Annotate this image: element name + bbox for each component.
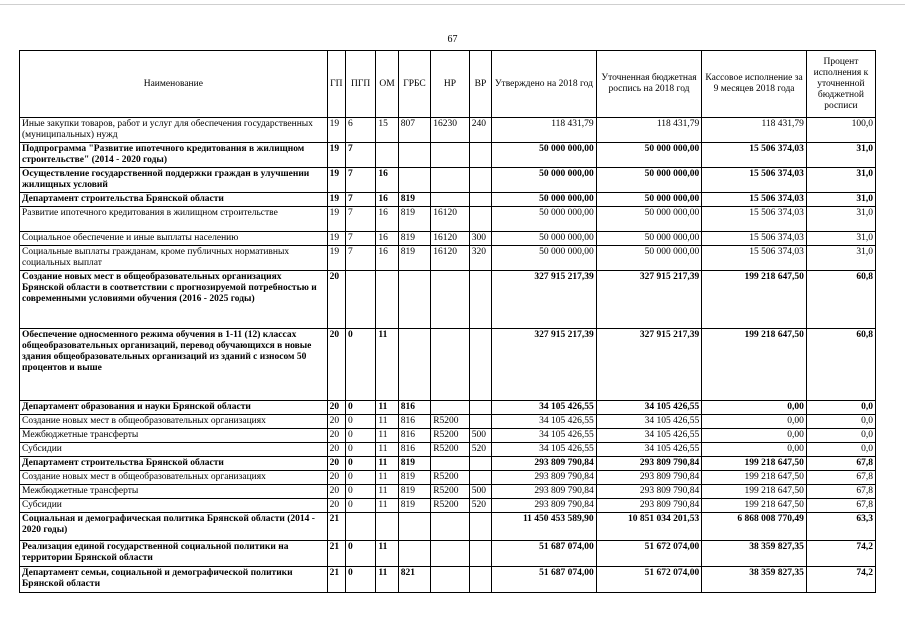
cell-gp: 21	[327, 567, 345, 593]
cell-cash: 38 359 827,35	[702, 567, 807, 593]
cell-cash: 0,00	[702, 415, 807, 429]
cell-cash: 118 431,79	[702, 118, 807, 143]
cell-grbs: 816	[398, 429, 430, 443]
cell-pgp: 0	[345, 567, 375, 593]
cell-grbs	[398, 271, 430, 329]
cell-grbs	[398, 513, 430, 541]
cell-vr: 240	[469, 118, 491, 143]
cell-grbs	[398, 143, 430, 168]
cell-om: 16	[376, 232, 398, 246]
cell-np: R5200	[431, 499, 470, 513]
cell-om: 15	[376, 118, 398, 143]
cell-vr	[469, 513, 491, 541]
cell-vr: 520	[469, 499, 491, 513]
cell-grbs: 819	[398, 207, 430, 232]
cell-name: Реализация единой государственной социальной политики на территории Брянской области	[20, 541, 328, 567]
cell-vr	[469, 193, 491, 207]
cell-name: Создание новых мест в общеобразовательных организациях	[20, 415, 328, 429]
cell-percent: 67,8	[806, 457, 875, 471]
cell-pgp: 0	[345, 429, 375, 443]
cell-approved: 34 105 426,55	[492, 429, 597, 443]
table-row	[20, 143, 876, 168]
col-header-vr: ВР	[469, 51, 491, 118]
cell-vr	[469, 401, 491, 415]
cell-gp: 20	[327, 271, 345, 329]
cell-gp: 20	[327, 415, 345, 429]
table-body	[20, 118, 876, 593]
cell-approved: 293 809 790,84	[492, 485, 597, 499]
cell-approved: 327 915 217,39	[492, 329, 597, 401]
table-row	[20, 499, 876, 513]
cell-percent: 31,0	[806, 246, 875, 271]
cell-pgp: 7	[345, 207, 375, 232]
cell-revised: 51 672 074,00	[596, 541, 702, 567]
table-row	[20, 429, 876, 443]
header-row	[20, 51, 876, 118]
cell-approved: 51 687 074,00	[492, 567, 597, 593]
cell-pgp: 0	[345, 485, 375, 499]
cell-percent: 60,8	[806, 271, 875, 329]
cell-name: Создание новых мест в общеобразовательных организациях	[20, 471, 328, 485]
cell-vr: 500	[469, 429, 491, 443]
table-row	[20, 401, 876, 415]
cell-cash: 199 218 647,50	[702, 329, 807, 401]
cell-om: 11	[376, 443, 398, 457]
cell-pgp: 0	[345, 415, 375, 429]
cell-pgp: 0	[345, 443, 375, 457]
cell-percent: 74,2	[806, 541, 875, 567]
cell-grbs: 816	[398, 415, 430, 429]
cell-name: Департамент строительства Брянской области	[20, 457, 328, 471]
table-row	[20, 567, 876, 593]
cell-revised: 50 000 000,00	[596, 207, 702, 232]
cell-pgp: 0	[345, 499, 375, 513]
cell-cash: 15 506 374,03	[702, 168, 807, 193]
cell-approved: 50 000 000,00	[492, 207, 597, 232]
cell-np: 16120	[431, 232, 470, 246]
cell-pgp: 0	[345, 457, 375, 471]
cell-np	[431, 329, 470, 401]
col-header-percent: Процент исполнения к уточненной бюджетной росписи	[806, 51, 875, 118]
cell-np: R5200	[431, 415, 470, 429]
cell-np: R5200	[431, 471, 470, 485]
table-row	[20, 329, 876, 401]
cell-approved: 327 915 217,39	[492, 271, 597, 329]
cell-percent: 0,0	[806, 443, 875, 457]
table-header	[20, 51, 876, 118]
cell-revised: 34 105 426,55	[596, 429, 702, 443]
cell-grbs: 819	[398, 193, 430, 207]
budget-table	[19, 50, 876, 593]
cell-cash: 199 218 647,50	[702, 499, 807, 513]
cell-np	[431, 541, 470, 567]
table-row	[20, 207, 876, 232]
cell-om: 16	[376, 193, 398, 207]
cell-gp: 20	[327, 485, 345, 499]
cell-cash: 199 218 647,50	[702, 271, 807, 329]
table-row	[20, 541, 876, 567]
cell-name: Департамент образования и науки Брянской области	[20, 401, 328, 415]
cell-vr	[469, 415, 491, 429]
cell-cash: 6 868 008 770,49	[702, 513, 807, 541]
cell-cash: 199 218 647,50	[702, 457, 807, 471]
cell-gp: 19	[327, 207, 345, 232]
cell-name: Иные закупки товаров, работ и услуг для обеспечения государственных (муниципальных) нужд	[20, 118, 328, 143]
col-header-name: Наименование	[20, 51, 328, 118]
cell-om: 16	[376, 207, 398, 232]
col-header-revised: Уточненная бюджетная роспись на 2018 год	[596, 51, 702, 118]
cell-om: 11	[376, 457, 398, 471]
cell-name: Межбюджетные трансферты	[20, 485, 328, 499]
page-number: 67	[447, 34, 458, 45]
cell-revised: 293 809 790,84	[596, 471, 702, 485]
cell-gp: 21	[327, 513, 345, 541]
cell-np	[431, 168, 470, 193]
cell-approved: 118 431,79	[492, 118, 597, 143]
cell-om: 11	[376, 541, 398, 567]
cell-revised: 118 431,79	[596, 118, 702, 143]
cell-revised: 34 105 426,55	[596, 401, 702, 415]
table-row	[20, 271, 876, 329]
cell-revised: 34 105 426,55	[596, 415, 702, 429]
cell-cash: 15 506 374,03	[702, 207, 807, 232]
cell-name: Межбюджетные трансферты	[20, 429, 328, 443]
cell-percent: 100,0	[806, 118, 875, 143]
col-header-approved: Утверждено на 2018 год	[492, 51, 597, 118]
cell-name: Социальная и демографическая политика Брянской области (2014 - 2020 годы)	[20, 513, 328, 541]
cell-gp: 20	[327, 443, 345, 457]
table-row	[20, 513, 876, 541]
cell-revised: 327 915 217,39	[596, 271, 702, 329]
cell-np	[431, 513, 470, 541]
table-row	[20, 471, 876, 485]
table-row	[20, 443, 876, 457]
cell-approved: 50 000 000,00	[492, 143, 597, 168]
table-row	[20, 246, 876, 271]
cell-revised: 327 915 217,39	[596, 329, 702, 401]
cell-approved: 50 000 000,00	[492, 232, 597, 246]
cell-name: Подпрограмма "Развитие ипотечного кредитования в жилищном строительстве" (2014 - 2020 годы)	[20, 143, 328, 168]
cell-vr	[469, 207, 491, 232]
cell-revised: 50 000 000,00	[596, 246, 702, 271]
col-header-om: ОМ	[376, 51, 398, 118]
col-header-cash: Кассовое исполнение за 9 месяцев 2018 года	[702, 51, 807, 118]
cell-name: Создание новых мест в общеобразовательных организациях Брянской области в соответствии с прогнозируемой потребностью и современными условиями обучения (2016 - 2025 годы)	[20, 271, 328, 329]
cell-percent: 31,0	[806, 193, 875, 207]
cell-np: R5200	[431, 443, 470, 457]
cell-revised: 293 809 790,84	[596, 485, 702, 499]
cell-grbs	[398, 168, 430, 193]
table-row	[20, 118, 876, 143]
cell-pgp: 7	[345, 168, 375, 193]
cell-om: 11	[376, 329, 398, 401]
cell-revised: 293 809 790,84	[596, 499, 702, 513]
cell-vr	[469, 541, 491, 567]
cell-gp: 19	[327, 232, 345, 246]
cell-revised: 34 105 426,55	[596, 443, 702, 457]
table-row	[20, 457, 876, 471]
cell-om: 11	[376, 485, 398, 499]
cell-approved: 50 000 000,00	[492, 246, 597, 271]
cell-np	[431, 457, 470, 471]
cell-approved: 293 809 790,84	[492, 471, 597, 485]
cell-approved: 293 809 790,84	[492, 499, 597, 513]
table-row	[20, 168, 876, 193]
cell-revised: 10 851 034 201,53	[596, 513, 702, 541]
cell-vr	[469, 457, 491, 471]
cell-pgp: 7	[345, 246, 375, 271]
cell-name: Социальные выплаты гражданам, кроме публичных нормативных социальных выплат	[20, 246, 328, 271]
cell-pgp: 7	[345, 232, 375, 246]
cell-vr	[469, 329, 491, 401]
cell-revised: 50 000 000,00	[596, 168, 702, 193]
cell-om: 11	[376, 471, 398, 485]
cell-approved: 293 809 790,84	[492, 457, 597, 471]
cell-pgp: 0	[345, 471, 375, 485]
cell-percent: 67,8	[806, 499, 875, 513]
cell-percent: 67,8	[806, 471, 875, 485]
cell-gp: 20	[327, 329, 345, 401]
scan-edge-line	[0, 4, 905, 5]
cell-percent: 60,8	[806, 329, 875, 401]
cell-cash: 15 506 374,03	[702, 193, 807, 207]
cell-vr: 300	[469, 232, 491, 246]
cell-gp: 21	[327, 541, 345, 567]
cell-percent: 0,0	[806, 415, 875, 429]
cell-om: 11	[376, 567, 398, 593]
cell-gp: 19	[327, 143, 345, 168]
cell-grbs: 819	[398, 471, 430, 485]
cell-name: Осуществление государственной поддержки граждан в улучшении жилищных условий	[20, 168, 328, 193]
cell-cash: 0,00	[702, 443, 807, 457]
cell-vr: 320	[469, 246, 491, 271]
cell-grbs: 819	[398, 232, 430, 246]
cell-revised: 50 000 000,00	[596, 193, 702, 207]
cell-np	[431, 193, 470, 207]
cell-cash: 199 218 647,50	[702, 471, 807, 485]
cell-np	[431, 567, 470, 593]
col-header-grbs: ГРБС	[398, 51, 430, 118]
cell-cash: 15 506 374,03	[702, 246, 807, 271]
cell-om: 11	[376, 429, 398, 443]
col-header-pgp: ПГП	[345, 51, 375, 118]
cell-om	[376, 271, 398, 329]
cell-pgp: 7	[345, 193, 375, 207]
cell-om	[376, 143, 398, 168]
cell-vr: 500	[469, 485, 491, 499]
cell-grbs: 819	[398, 485, 430, 499]
cell-vr	[469, 471, 491, 485]
cell-percent: 31,0	[806, 207, 875, 232]
cell-vr	[469, 567, 491, 593]
cell-gp: 20	[327, 457, 345, 471]
cell-grbs: 807	[398, 118, 430, 143]
cell-grbs	[398, 541, 430, 567]
cell-np: 16120	[431, 246, 470, 271]
cell-name: Социальное обеспечение и иные выплаты населению	[20, 232, 328, 246]
cell-om: 11	[376, 401, 398, 415]
cell-cash: 199 218 647,50	[702, 485, 807, 499]
cell-percent: 67,8	[806, 485, 875, 499]
cell-revised: 50 000 000,00	[596, 143, 702, 168]
cell-approved: 11 450 453 589,90	[492, 513, 597, 541]
cell-np: R5200	[431, 429, 470, 443]
cell-vr	[469, 168, 491, 193]
cell-om	[376, 513, 398, 541]
cell-vr: 520	[469, 443, 491, 457]
col-header-gp: ГП	[327, 51, 345, 118]
cell-cash: 15 506 374,03	[702, 143, 807, 168]
cell-np: R5200	[431, 485, 470, 499]
cell-revised: 50 000 000,00	[596, 232, 702, 246]
cell-percent: 0,0	[806, 401, 875, 415]
cell-pgp: 0	[345, 401, 375, 415]
cell-np: 16230	[431, 118, 470, 143]
cell-gp: 20	[327, 499, 345, 513]
cell-grbs: 816	[398, 401, 430, 415]
cell-approved: 34 105 426,55	[492, 401, 597, 415]
cell-name: Субсидии	[20, 443, 328, 457]
cell-pgp: 0	[345, 329, 375, 401]
cell-percent: 31,0	[806, 232, 875, 246]
cell-grbs: 816	[398, 443, 430, 457]
cell-grbs: 819	[398, 457, 430, 471]
cell-om: 11	[376, 499, 398, 513]
cell-cash: 15 506 374,03	[702, 232, 807, 246]
cell-pgp: 7	[345, 143, 375, 168]
cell-grbs: 821	[398, 567, 430, 593]
cell-name: Департамент строительства Брянской области	[20, 193, 328, 207]
cell-gp: 19	[327, 193, 345, 207]
cell-revised: 293 809 790,84	[596, 457, 702, 471]
cell-gp: 19	[327, 118, 345, 143]
cell-percent: 74,2	[806, 567, 875, 593]
table-row	[20, 415, 876, 429]
cell-cash: 0,00	[702, 401, 807, 415]
cell-approved: 50 000 000,00	[492, 168, 597, 193]
cell-grbs: 819	[398, 499, 430, 513]
cell-gp: 20	[327, 471, 345, 485]
cell-gp: 20	[327, 401, 345, 415]
cell-pgp: 6	[345, 118, 375, 143]
cell-percent: 31,0	[806, 168, 875, 193]
cell-approved: 50 000 000,00	[492, 193, 597, 207]
cell-grbs	[398, 329, 430, 401]
cell-cash: 0,00	[702, 429, 807, 443]
cell-gp: 19	[327, 246, 345, 271]
cell-np	[431, 401, 470, 415]
table-row	[20, 485, 876, 499]
cell-om: 11	[376, 415, 398, 429]
cell-np	[431, 271, 470, 329]
cell-np: 16120	[431, 207, 470, 232]
cell-pgp	[345, 513, 375, 541]
cell-grbs: 819	[398, 246, 430, 271]
cell-pgp	[345, 271, 375, 329]
cell-name: Обеспечение односменного режима обучения в 1-11 (12) классах общеобразовательных организаций, перевод обучающихся в новые здания общеобразовательных организаций из зданий с износом 50 процентов и выше	[20, 329, 328, 401]
cell-cash: 38 359 827,35	[702, 541, 807, 567]
cell-approved: 51 687 074,00	[492, 541, 597, 567]
table-row	[20, 193, 876, 207]
cell-revised: 51 672 074,00	[596, 567, 702, 593]
cell-om: 16	[376, 246, 398, 271]
cell-vr	[469, 271, 491, 329]
cell-percent: 31,0	[806, 143, 875, 168]
cell-name: Департамент семьи, социальной и демографической политики Брянской области	[20, 567, 328, 593]
cell-approved: 34 105 426,55	[492, 415, 597, 429]
cell-gp: 19	[327, 168, 345, 193]
cell-approved: 34 105 426,55	[492, 443, 597, 457]
cell-percent: 63,3	[806, 513, 875, 541]
cell-np	[431, 143, 470, 168]
table-row	[20, 232, 876, 246]
cell-om: 16	[376, 168, 398, 193]
cell-percent: 0,0	[806, 429, 875, 443]
cell-name: Развитие ипотечного кредитования в жилищном строительстве	[20, 207, 328, 232]
cell-name: Субсидии	[20, 499, 328, 513]
cell-vr	[469, 143, 491, 168]
cell-gp: 20	[327, 429, 345, 443]
col-header-np: НР	[431, 51, 470, 118]
cell-pgp: 0	[345, 541, 375, 567]
